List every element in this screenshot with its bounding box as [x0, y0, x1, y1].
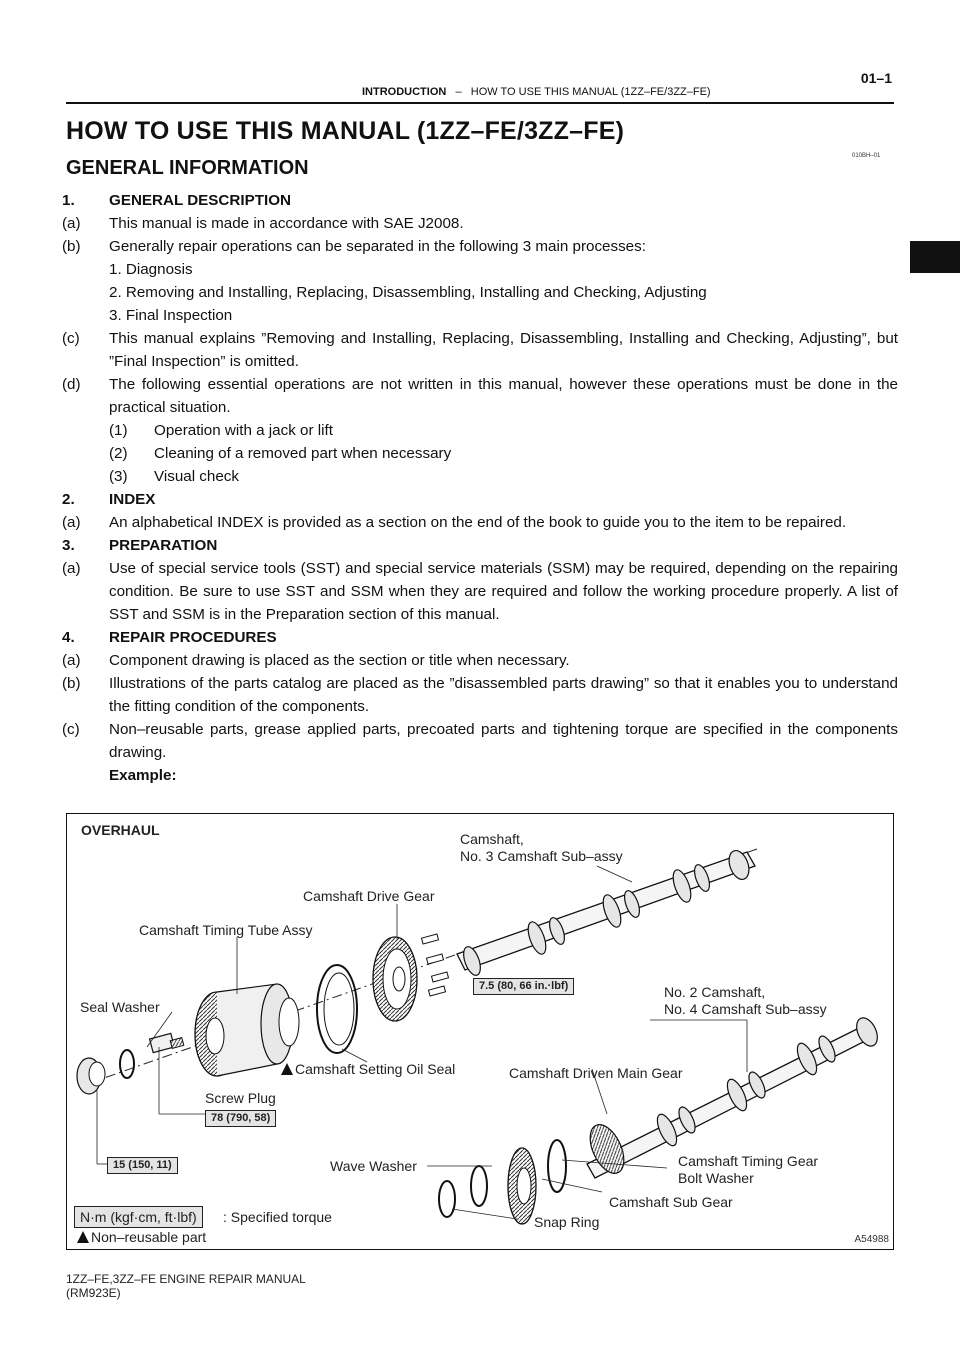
camshaft-setting-oil-seal: [317, 965, 357, 1053]
running-header: [362, 86, 711, 98]
label-seal-washer: Seal Washer: [80, 999, 160, 1015]
header-separator: –: [455, 86, 462, 98]
page-footer: [66, 1272, 306, 1300]
figure-heading: OVERHAUL: [81, 822, 160, 838]
process-2: 2. Removing and Installing, Replacing, Disassembling, Installing and Checking, Adjusting: [109, 284, 707, 301]
overhaul-figure: [66, 813, 894, 1250]
item-1c: (c) This manual explains ”Removing and Installing, Replacing, Disassembling, Installing and Checking, Adjusting”, but ”Final Inspection” is omitted.: [62, 330, 898, 370]
leader-lines: [97, 866, 747, 1219]
figure-id: A54988: [854, 1234, 889, 1245]
drive-gear-bolts: [421, 934, 448, 996]
header-rule: [66, 102, 894, 104]
item-1d-3: (3) Visual check: [109, 468, 239, 485]
label-timing-gear-washer: Camshaft Timing Gear Bolt Washer: [678, 1153, 819, 1186]
item-1d-1: (1) Operation with a jack or lift: [109, 422, 333, 439]
label-driven-gear: Camshaft Driven Main Gear: [509, 1065, 683, 1081]
section-tab-marker: [910, 241, 960, 273]
doc-code: 010BH–01: [852, 153, 881, 159]
item-1b: (b) Generally repair operations can be separated in the following 3 main processes:: [62, 238, 646, 255]
heading-general-description: 1. GENERAL DESCRIPTION: [62, 192, 291, 209]
item-1a: (a) This manual is made in accordance with SAE J2008.: [62, 215, 464, 232]
item-3a: (a) Use of special service tools (SST) and special service materials (SSM) may be required, depending on the repairing condition. Be sure to use SST and SSM when they are required and follow the working procedure properly. A list of SST and SSM is in the Preparation section of this manual.: [62, 560, 898, 623]
item-2a: (a) An alphabetical INDEX is provided as a section on the end of the book to guide you to the item to be repaired.: [62, 514, 847, 531]
heading-repair-procedures: 4. REPAIR PROCEDURES: [62, 629, 277, 646]
nonreusable-icon: [281, 1063, 293, 1075]
label-wave-washer: Wave Washer: [330, 1158, 417, 1174]
camshaft-upper: [457, 848, 755, 978]
process-1: 1. Diagnosis: [109, 261, 193, 278]
label-screw-plug: Screw Plug: [205, 1090, 276, 1106]
label-snap-ring: Snap Ring: [534, 1214, 600, 1230]
nonreusable-icon: [77, 1231, 89, 1243]
page-number: 01–1: [860, 70, 892, 86]
legend-torque-text: : Specified torque: [223, 1209, 332, 1225]
item-1d: (d) The following essential operations are not written in this manual, however these operations must be done in the practical situation.: [62, 376, 898, 416]
label-drive-gear: Camshaft Drive Gear: [303, 888, 435, 904]
camshaft-drive-gear: [373, 937, 417, 1021]
driven-gear-assembly: [439, 1140, 566, 1224]
page-title: HOW TO USE THIS MANUAL (1ZZ–FE/3ZZ–FE): [66, 117, 625, 145]
item-4b: (b) Illustrations of the parts catalog are placed as the ”disassembled parts drawing” so that it enables you to understand the fitting condition of the components.: [62, 675, 898, 715]
item-1d-2: (2) Cleaning of a removed part when necessary: [109, 445, 452, 462]
item-4a: (a) Component drawing is placed as the section or title when necessary.: [62, 652, 570, 669]
torque-spec-15: 15 (150, 11): [107, 1157, 178, 1174]
footer-manual-code: (RM923E): [66, 1286, 121, 1300]
seal-washer: [120, 1050, 134, 1078]
footer-manual-title: 1ZZ–FE,3ZZ–FE ENGINE REPAIR MANUAL: [66, 1272, 306, 1286]
legend-nonreusable: Non–reusable part: [77, 1229, 206, 1246]
legend-torque-box: N·m (kgf·cm, ft·lbf): [74, 1206, 203, 1228]
item-4c: (c) Non–reusable parts, grease applied parts, precoated parts and tightening torque are specified in the components drawing.: [62, 721, 898, 761]
header-subtitle: HOW TO USE THIS MANUAL (1ZZ–FE/3ZZ–FE): [470, 86, 711, 98]
label-oil-seal: Camshaft Setting Oil Seal: [281, 1061, 455, 1078]
example-label: Example:: [109, 767, 177, 784]
label-timing-tube: Camshaft Timing Tube Assy: [139, 922, 313, 938]
section-heading: GENERAL INFORMATION: [66, 157, 309, 179]
label-no2-camshaft: No. 2 Camshaft, No. 4 Camshaft Sub–assy: [664, 984, 827, 1017]
header-section: INTRODUCTION: [362, 86, 447, 98]
process-3: 3. Final Inspection: [109, 307, 233, 324]
heading-index: 2. INDEX: [62, 491, 156, 508]
body-text: [62, 189, 898, 787]
label-sub-gear: Camshaft Sub Gear: [609, 1194, 733, 1210]
page-header: [66, 70, 894, 106]
plug-part: [77, 1058, 105, 1094]
torque-spec-78: 78 (790, 58): [205, 1110, 276, 1127]
heading-preparation: 3. PREPARATION: [62, 537, 218, 554]
label-camshaft: Camshaft, No. 3 Camshaft Sub–assy: [460, 831, 623, 864]
torque-spec-7-5: 7.5 (80, 66 in.·lbf): [473, 978, 574, 995]
